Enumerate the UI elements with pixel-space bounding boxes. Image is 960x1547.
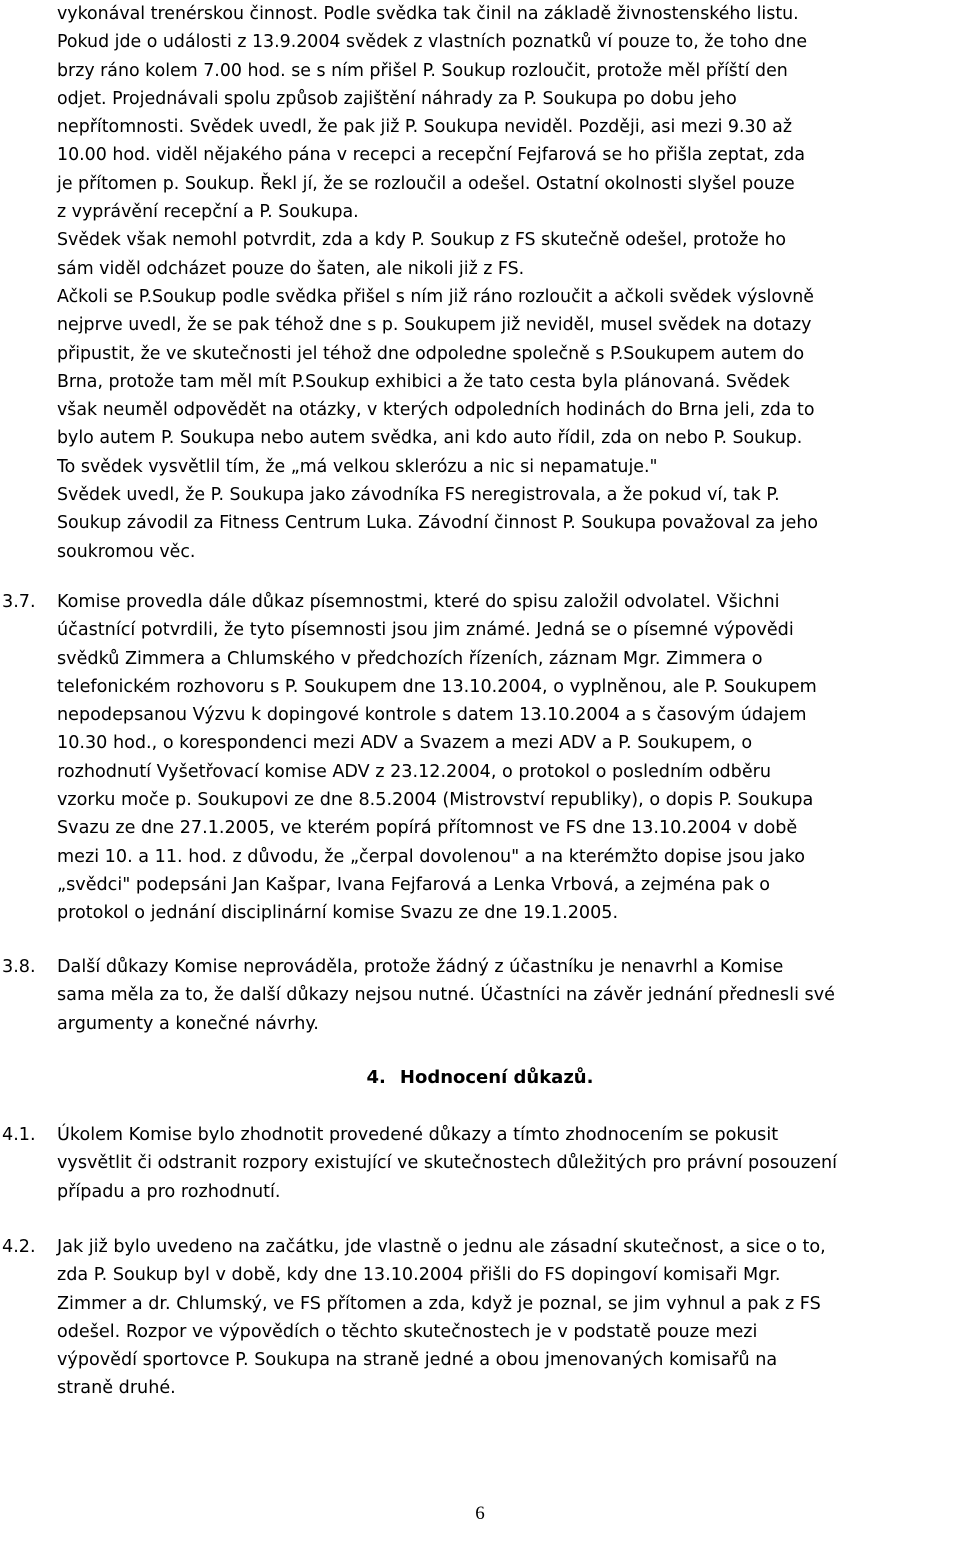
paragraph-number: 3.8. [2, 957, 36, 977]
paragraph-3-7 [0, 588, 957, 933]
paragraph-3-8 [0, 953, 957, 1043]
paragraph-4-1 [0, 1121, 957, 1211]
intro-paragraph: vykonával trenérskou činnost. Podle svědka tak činil na základě živnostenského listu. Pokud jde o události z 13.9.2004 svědek z vlastních poznatků ví pouze to, že toho dne brzy ráno kolem 7.00 hod. se s ním přišel P. Soukup rozloučit, protože měl příští den odjet. Projednávali spolu způsob zajištění náhrady za P. Soukupa po dobu jeho nepřítomnosti. Svědek uvedl, že pak již P. Soukupa neviděl. Později, asi mezi 9.30 až 10.00 hod. viděl nějakého pána v recepci a recepční Fejfarová se ho přišla zeptat, zda je přítomen p. Soukup. Řekl jí, že se rozloučil a odešel. Ostatní okolnosti slyšel pouze z vyprávění recepční a P. Soukupa. Svědek však nemohl potvrdit, zda a kdy P. Soukup z FS skutečně odešel, protože ho sám viděl odcházet pouze do šaten, ale nikoli již z FS. Ačkoli se P.Soukup podle svědka přišel s ním již ráno rozloučit a ačkoli svědek výslovně nejprve uvedl, že se pak téhož dne s p. Soukupem již neviděl, musel svědek na dotazy připustit, že ve skutečnosti jel téhož dne odpoledne společně s P.Soukupem autem do Brna, protože tam měl mít P.Soukup exhibici a že tato cesta byla plánovaná. Svědek však neuměl odpovědět na otázky, v kterých odpoledních hodinách do Brna jeli, zda to bylo autem P. Soukupa nebo autem svědka, ani kdo auto řídil, zda on nebo P. Soukup. To svědek vysvětlil tím, že „má velkou sklerózu a nic si nepamatuje." Svědek uvedl, že P. Soukupa jako závodníka FS neregistrovala, a že pokud ví, tak P. Soukup závodil za Fitness Centrum Luka. Závodní činnost P. Soukupa považoval za jeho soukromou věc. [57, 4, 818, 562]
paragraph-text: Úkolem Komise bylo zhodnotit provedené důkazy a tímto zhodnocením se pokusit vysvětlit či odstranit rozpory existující ve skutečnostech důležitých pro právní posouzení případu a pro rozhodnutí. [57, 1125, 838, 1202]
section-heading-number: 4. [366, 1067, 386, 1088]
section-heading [0, 1064, 960, 1092]
paragraph-number: 4.2. [2, 1237, 36, 1257]
paragraph-text: Komise provedla dále důkaz písemnostmi, které do spisu založil odvolatel. Všichni účastnící potvrdili, že tyto písemnosti jsou jim známé. Jedná se o písemné výpovědi svědků Zimmera a Chlumského v předchozích řízeních, záznam Mgr. Zimmera o telefonickém rozhovoru s P. Soukupem dne 13.10.2004, o vyplněnou, ale P. Soukupem nepodepsanou Výzvu k dopingové kontrole s datem 13.10.2004 a s časovým údajem 10.30 hod., o korespondenci mezi ADV a Svazem a mezi ADV a P. Soukupem, o rozhodnutí Vyšetřovací komise ADV z 23.12.2004, o protokol o posledním odběru vzorku moče p. Soukupovi ze dne 8.5.2004 (Mistrovství republiky), o dopis P. Soukupa Svazu ze dne 27.1.2005, ve kterém popírá přítomnost ve FS dne 13.10.2004 v době mezi 10. a 11. hod. z důvodu, že „čerpal dovolenou" a na kterémžto dopise jsou jako „svědci" podepsáni Jan Kašpar, Ivana Fejfarová a Lenka Vrbová, a zejména pak o protokol o jednání disciplinární komise Svazu ze dne 19.1.2005. [57, 592, 817, 924]
paragraph-text: Jak již bylo uvedeno na začátku, jde vlastně o jednu ale zásadní skutečnost, a sice o to, zda P. Soukup byl v době, kdy dne 13.10.2004 přišli do FS dopingoví komisaři Mgr. Zimmer a dr. Chlumský, ve FS přítomen a zda, když je poznal, se jim vyhnul a pak z FS odešel. Rozpor ve výpovědích o těchto skutečnostech je v podstatě pouze mezi výpovědí sportovce P. Soukupa na straně jedné a obou jmenovaných komisařů na straně druhé. [57, 1237, 826, 1399]
paragraph-4-2 [0, 1233, 957, 1408]
paragraph-number: 4.1. [2, 1125, 36, 1145]
section-heading-title: Hodnocení důkazů. [399, 1067, 594, 1088]
page-number: 6 [475, 1503, 485, 1524]
paragraph-number: 3.7. [2, 592, 36, 612]
paragraph-text: Další důkazy Komise neprováděla, protože žádný z účastníku je nenavrhl a Komise sama měla za to, že další důkazy nejsou nutné. Účastníci na závěr jednání přednesli své argumenty a konečné návrhy. [57, 957, 835, 1034]
